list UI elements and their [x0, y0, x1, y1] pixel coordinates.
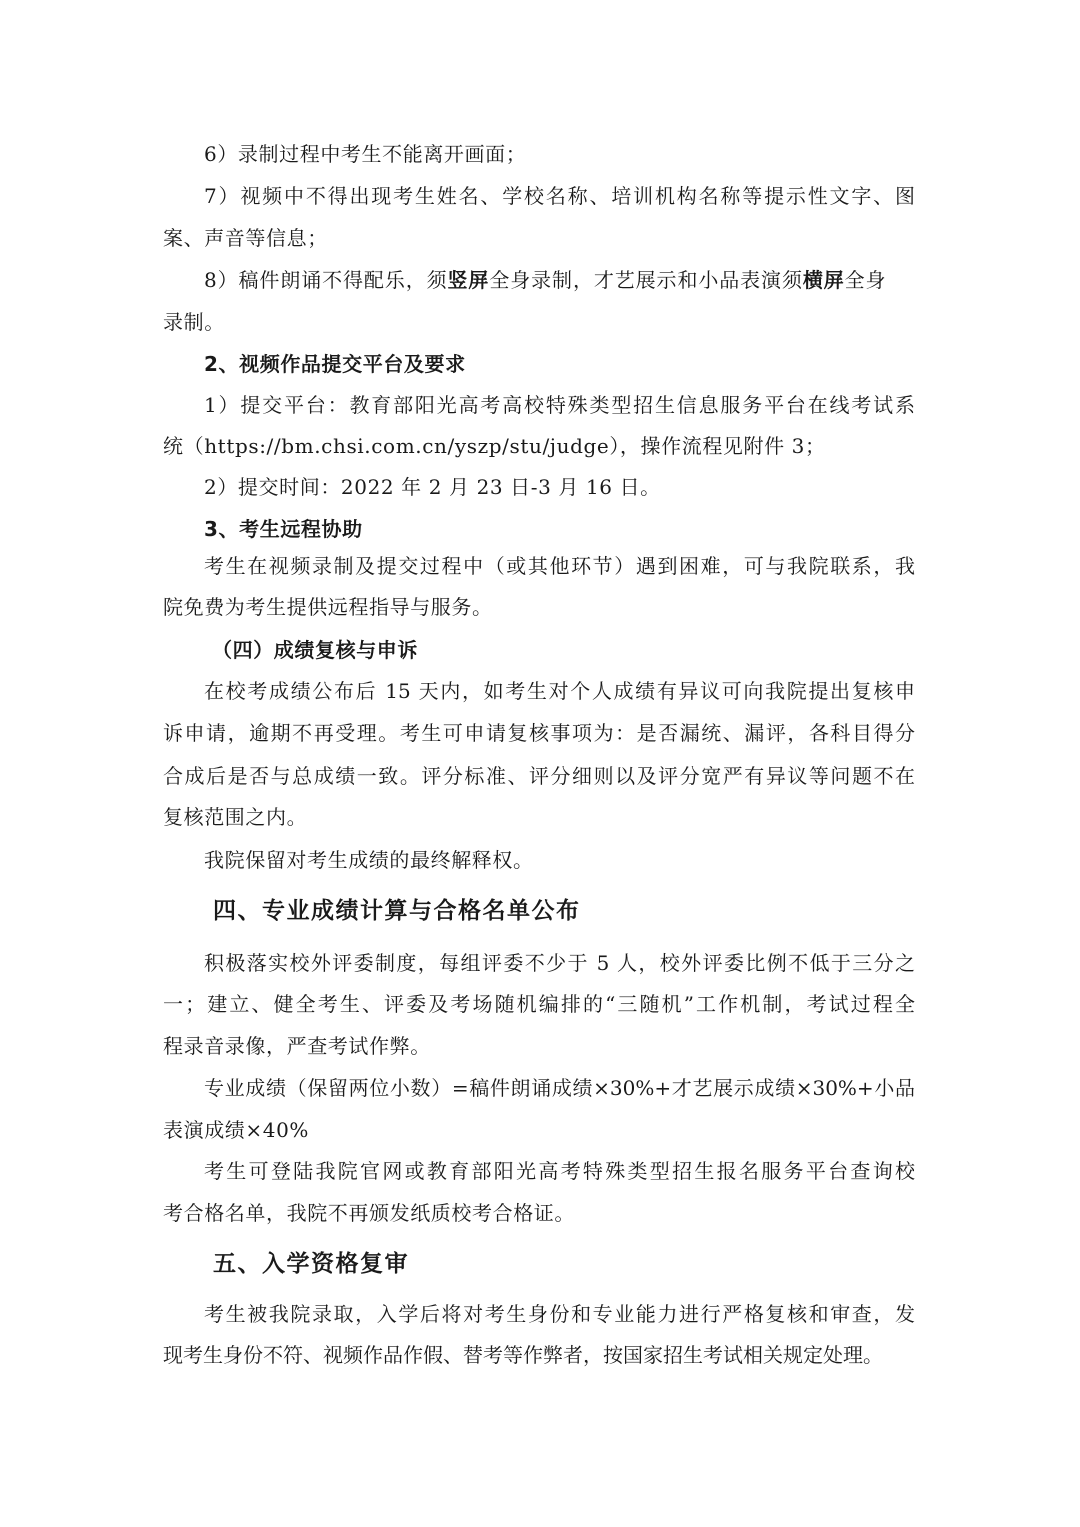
list-item: 8）稿件朗诵不得配乐，须竖屏全身录制，才艺展示和小品表演须横屏全身	[204, 268, 887, 292]
section-heading: （四）成绩复核与申诉	[212, 638, 418, 662]
paragraph-line: 合成后是否与总成绩一致。评分标准、评分细则以及评分宽严有异议等问题不在	[163, 764, 915, 788]
emphasis-text: 横屏	[802, 268, 845, 292]
list-item: 2）提交时间：2022 年 2 月 23 日-3 月 16 日。	[204, 475, 661, 499]
paragraph-line: 考合格名单，我院不再颁发纸质校考合格证。	[163, 1201, 575, 1225]
list-item: 6）录制过程中考生不能离开画面；	[204, 142, 527, 166]
paragraph-line: 复核范围之内。	[163, 805, 308, 829]
list-item-continuation: 录制。	[163, 310, 225, 334]
paragraph-line: 一；建立、健全考生、评委及考场随机编排的“三随机”工作机制，考试过程全	[163, 992, 915, 1016]
paragraph-line: 专业成绩（保留两位小数）=稿件朗诵成绩×30%+才艺展示成绩×30%+小品	[204, 1076, 915, 1100]
chapter-heading: 四、专业成绩计算与合格名单公布	[213, 898, 581, 924]
paragraph-line: 积极落实校外评委制度，每组评委不少于 5 人，校外评委比例不低于三分之	[204, 951, 915, 975]
list-item-continuation: 统（https://bm.chsi.com.cn/yszp/stu/judge），操作流程见附件 3；	[163, 434, 826, 458]
paragraph-line: 院免费为考生提供远程指导与服务。	[163, 595, 493, 619]
list-item-continuation: 案、声音等信息；	[163, 226, 328, 250]
section-heading: 3、考生远程协助	[204, 517, 363, 541]
chapter-heading: 五、入学资格复审	[213, 1251, 409, 1277]
paragraph-line: 在校考成绩公布后 15 天内，如考生对个人成绩有异议可向我院提出复核申	[204, 679, 915, 703]
emphasis-text: 竖屏	[447, 268, 490, 292]
list-item: 7）视频中不得出现考生姓名、学校名称、培训机构名称等提示性文字、图	[204, 184, 915, 208]
paragraph-line: 现考生身份不符、视频作品作假、替考等作弊者，按国家招生考试相关规定处理。	[163, 1343, 883, 1367]
paragraph-line: 表演成绩×40%	[163, 1118, 310, 1142]
paragraph-line: 我院保留对考生成绩的最终解释权。	[204, 848, 534, 872]
list-item: 1）提交平台：教育部阳光高考高校特殊类型招生信息服务平台在线考试系	[204, 393, 915, 417]
paragraph-line: 考生在视频录制及提交过程中（或其他环节）遇到困难，可与我院联系，我	[204, 554, 915, 578]
paragraph-line: 考生可登陆我院官网或教育部阳光高考特殊类型招生报名服务平台查询校	[204, 1159, 915, 1183]
paragraph-line: 程录音录像，严查考试作弊。	[163, 1034, 431, 1058]
paragraph-line: 诉申请，逾期不再受理。考生可申请复核事项为：是否漏统、漏评，各科目得分	[163, 721, 915, 745]
section-heading: 2、视频作品提交平台及要求	[204, 352, 466, 376]
paragraph-line: 考生被我院录取，入学后将对考生身份和专业能力进行严格复核和审查，发	[204, 1302, 915, 1326]
